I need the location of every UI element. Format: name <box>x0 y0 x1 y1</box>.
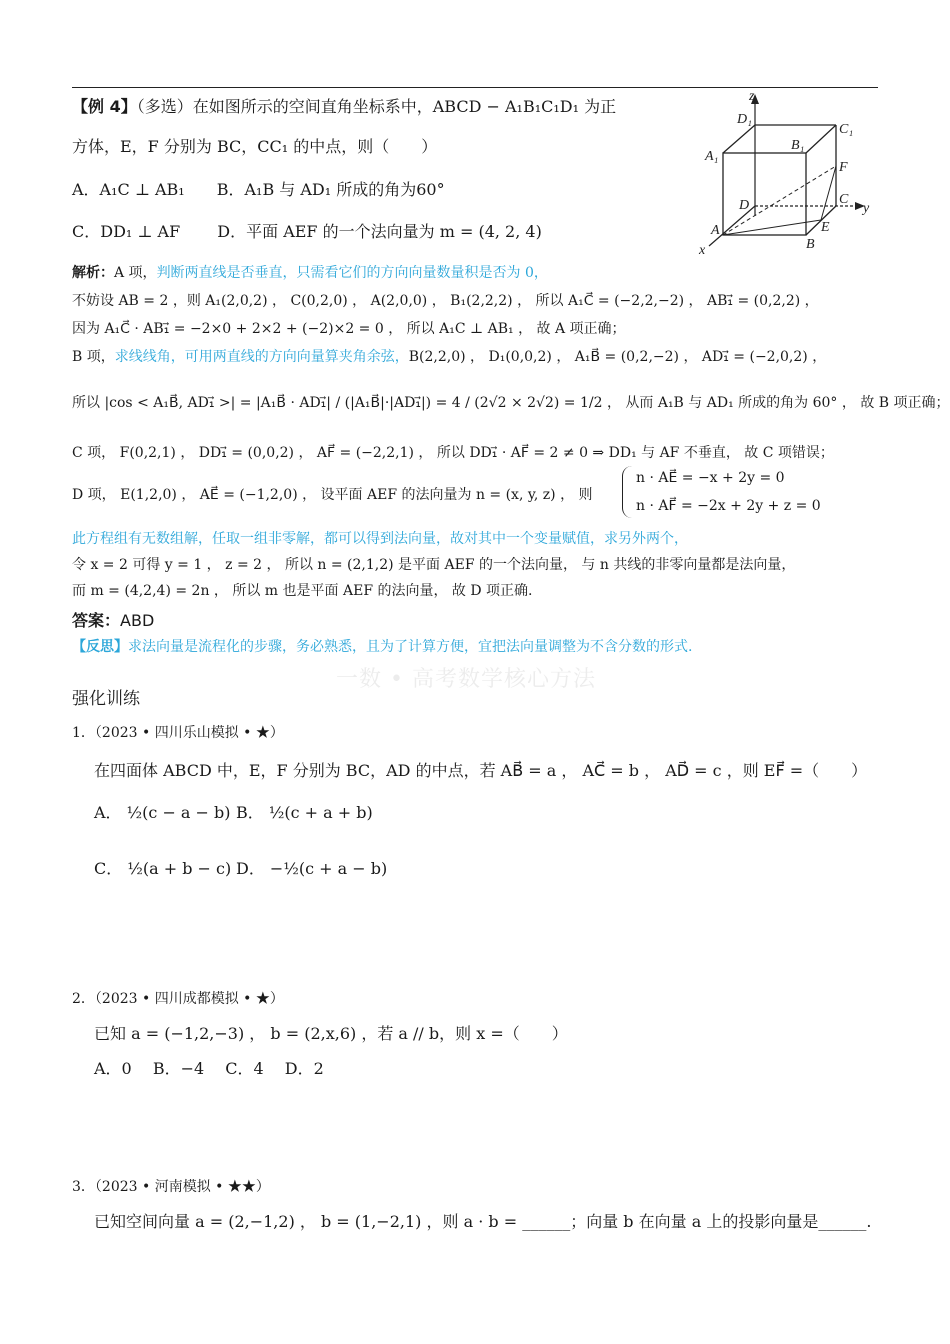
analysis-line-2: 不妨设 AB = 2 ，则 A₁(2,0,2) ， C(0,2,0) ， A(2,0,0) ， B₁(2,2,2) ， 所以 A₁C⃗ = (−2,2,−2) ， AB₁⃗ = (0,2,2) ， <box>72 293 819 309</box>
q2-options: A．0 B．−4 C．4 D．2 <box>94 1059 324 1078</box>
label-D: D <box>739 198 750 213</box>
label-x: x <box>699 243 706 258</box>
q1-option-d: D． −½(c + a − b) <box>236 859 388 878</box>
q2-stem: 已知 a = (−1,2,−3) ， b = (2,x,6) ，若 a // b，则 x =（ ） <box>94 1024 568 1043</box>
label-y: y <box>863 201 870 216</box>
cube-figure <box>693 88 883 260</box>
analysis-b-values: B(2,2,0) ， D₁(0,0,2) ， A₁B⃗ = (0,2,−2) ， AD₁⃗ = (−2,0,2) ， <box>408 349 827 365</box>
analysis-label: 解析： <box>72 265 114 281</box>
q1-option-c: C． ½(a + b − c) <box>94 859 232 878</box>
edge-B1C1 <box>806 125 836 153</box>
q3-stem: 已知空间向量 a = (2,−1,2) ， b = (1,−2,1) ，则 a · b = ______；向量 b 在向量 a 上的投影向量是______. <box>94 1212 872 1231</box>
answer-label: 答案： <box>72 611 121 630</box>
label-z: z <box>749 89 755 104</box>
label-B: B <box>806 237 815 252</box>
label-C: C <box>839 192 849 207</box>
analysis-line-8: 此方程组有无数组解，任取一组非零解，都可以得到法向量，故对其中一个变量赋值，求另外两个， <box>72 531 688 547</box>
analysis-line-4 <box>72 346 826 366</box>
label-F: F <box>839 160 848 175</box>
example-options-cd: C．DD₁ ⊥ AF D．平面 AEF 的一个法向量为 m = (4, 2, 4) <box>72 222 542 241</box>
q1-stem: 在四面体 ABCD 中，E，F 分别为 BC，AD 的中点，若 AB⃗ = a ， AC⃗ = b ， AD⃗ = c ，则 EF⃗ =（ ） <box>94 761 868 780</box>
analysis-line-9: 令 x = 2 可得 y = 1 ， z = 2 ， 所以 n = (2,1,2) 是平面 AEF 的一个法向量， 与 n 共线的非零向量都是法向量， <box>72 557 796 573</box>
label-C1: C₁ <box>839 122 854 137</box>
label-D1: D₁ <box>737 112 752 127</box>
answer-value: ABD <box>120 611 155 630</box>
section-title: 强化训练 <box>72 689 140 709</box>
analysis-line-5: 所以 |cos < A₁B⃗, AD₁⃗ >| = |A₁B⃗ · AD₁⃗| / (|A₁B⃗|·|AD₁⃗|) = 4 / (2√2 × 2√2) = 1/2 ， 从而 A₁B 与 AD₁ 所成的角为 60° ， 故 B 项正确； <box>72 395 950 411</box>
q1-head: 1．（2023 • 四川乐山模拟 • ★） <box>72 725 284 741</box>
analysis-a-head: A 项， <box>114 265 157 281</box>
watermark: 一数 • 高考数学核心方法 <box>336 667 596 692</box>
analysis-line-3: 因为 A₁C⃗ · AB₁⃗ = −2×0 + 2×2 + (−2)×2 = 0 ， 所以 A₁C ⊥ AB₁ ， 故 A 项正确； <box>72 321 626 337</box>
reflection-tag: 【反思】 <box>72 639 128 655</box>
example-stem-2: 方体，E，F 分别为 BC，CC₁ 的中点，则（ ） <box>72 137 438 156</box>
q1-option-b: B． ½(c + a + b) <box>236 803 373 822</box>
example-options-ab: A．A₁C ⊥ AB₁ B．A₁B 与 AD₁ 所成的角为60° <box>72 180 445 199</box>
analysis-line-1 <box>72 262 548 282</box>
label-A1: A₁ <box>705 149 719 164</box>
label-A: A <box>711 223 720 238</box>
reflection-text: 求法向量是流程化的步骤，务必熟悉，且为了计算方便，宜把法向量调整为不含分数的形式. <box>128 639 693 655</box>
equation-2: n · AF⃗ = −2x + 2y + z = 0 <box>636 498 821 514</box>
segment-EF <box>821 166 836 220</box>
analysis-a-hint: 判断两直线是否垂直，只需看它们的方向向量数量积是否为 0， <box>156 265 548 281</box>
equation-1: n · AE⃗ = −x + 2y = 0 <box>636 470 785 486</box>
analysis-b-hint: 求线线角，可用两直线的方向向量算夹角余弦， <box>114 349 409 365</box>
q1-option-a: A． ½(c − a − b) <box>94 803 231 822</box>
analysis-line-7: D 项， E(1,2,0) ， AE⃗ = (−1,2,0) ， 设平面 AEF 的法向量为 n = (x, y, z) ， 则 <box>72 487 593 503</box>
example-tag: 【例 4】 <box>72 97 137 116</box>
equation-brace <box>622 466 633 518</box>
analysis-line-10: 而 m = (4,2,4) = 2n ， 所以 m 也是平面 AEF 的法向量， 故 D 项正确. <box>72 583 533 599</box>
analysis-line-6: C 项， F(0,2,1) ， DD₁⃗ = (0,0,2) ， AF⃗ = (−2,2,1) ， 所以 DD₁⃗ · AF⃗ = 2 ≠ 0 ⇒ DD₁ 与 AF 不垂直， 故 C 项错误； <box>72 445 834 461</box>
label-B1: B₁ <box>791 138 805 153</box>
analysis-b-head: B 项， <box>72 349 115 365</box>
q2-head: 2．（2023 • 四川成都模拟 • ★） <box>72 991 284 1007</box>
reflection-line <box>72 636 692 656</box>
edge-A1D1 <box>723 125 755 153</box>
example-stem-1: （多选）在如图所示的空间直角坐标系中，ABCD − A₁B₁C₁D₁ 为正 <box>136 97 617 116</box>
label-E: E <box>821 220 830 235</box>
q3-head: 3．（2023 • 河南模拟 • ★★） <box>72 1179 270 1195</box>
example-line-1 <box>72 94 616 117</box>
answer-line <box>72 608 154 631</box>
